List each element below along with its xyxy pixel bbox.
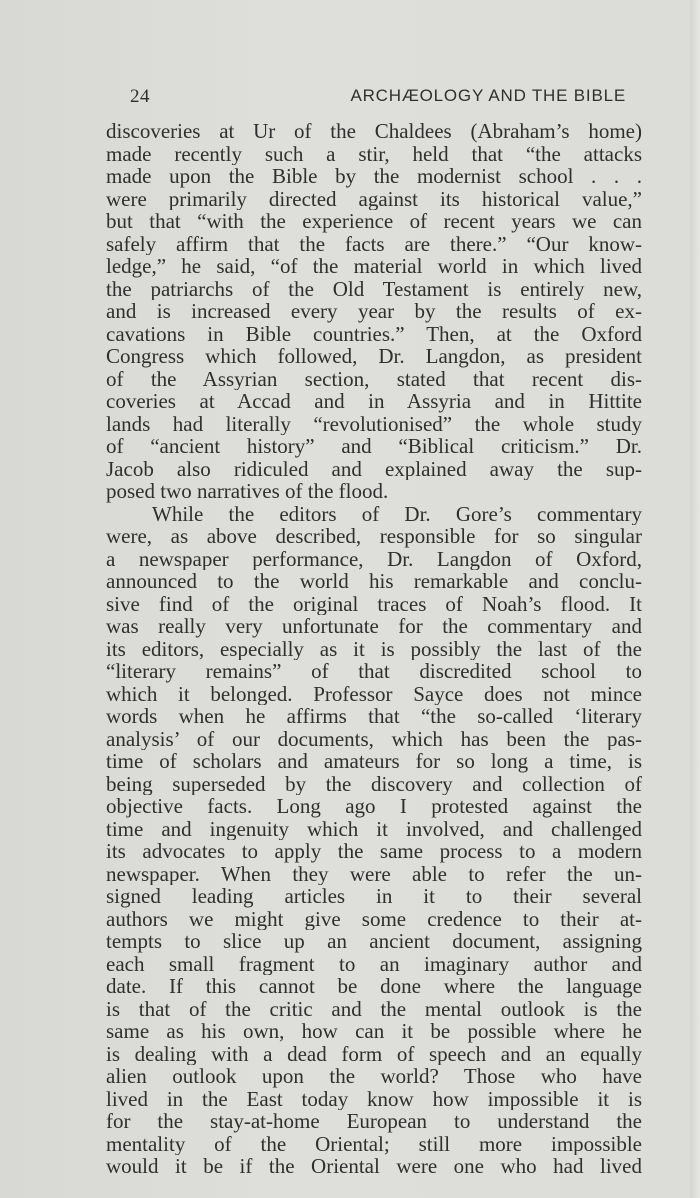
text-line: alien outlook upon the world? Those who have [106,1065,642,1088]
text-line: time and ingenuity which it involved, and challenged [106,817,642,840]
text-line: its editors, especially as it is possibly the last of the [106,637,642,660]
running-title: ARCHÆOLOGY AND THE BIBLE [350,86,626,105]
text-line: announced to the world his remarkable and conclu- [106,570,642,593]
text-line: date. If this cannot be done where the language [106,975,642,998]
text-line: of “ancient history” and “Biblical criticism.” Dr. [106,435,642,458]
text-line: of the Assyrian section, stated that recent dis- [106,367,642,390]
text-line: its advocates to apply the same process to a modern [106,840,642,863]
text-line: objective facts. Long ago I protested against the [106,795,642,818]
text-line: were primarily directed against its historical value,” [106,187,642,210]
text-line: words when he affirms that “the so-called ‘literary [106,705,642,728]
text-line: each small fragment to an imaginary author and [106,952,642,975]
text-line: would it be if the Oriental were one who had lived [106,1155,642,1178]
text-line: cavations in Bible countries.” Then, at the Oxford [106,322,642,345]
text-line: safely affirm that the facts are there.” “Our know- [106,232,642,255]
page-header [130,86,626,112]
text-line: lived in the East today know how impossible it is [106,1087,642,1110]
page-number: 24 [130,86,150,107]
text-line: a newspaper performance, Dr. Langdon of Oxford, [106,547,642,570]
text-line: made recently such a stir, held that “the attacks [106,142,642,165]
text-line: is that of the critic and the mental outlook is the [106,997,642,1020]
text-line: sive find of the original traces of Noah’s flood. It [106,592,642,615]
text-line: lands had literally “revolutionised” the whole study [106,412,642,435]
text-line: analysis’ of our documents, which has been the pas- [106,727,642,750]
text-line: is dealing with a dead form of speech and an equally [106,1042,642,1065]
text-line: “literary remains” of that discredited school to [106,660,642,683]
text-line: coveries at Accad and in Assyria and in Hittite [106,390,642,413]
text-line: Jacob also ridiculed and explained away the sup- [106,457,642,480]
body-text [106,120,642,1178]
text-line: discoveries at Ur of the Chaldees (Abraham’s home) [106,120,642,143]
text-line: mentality of the Oriental; still more impossible [106,1132,642,1155]
text-line: ledge,” he said, “of the material world in which lived [106,255,642,278]
text-line: for the stay-at-home European to understand the [106,1110,642,1133]
text-line: was really very unfortunate for the commentary and [106,615,642,638]
text-line: time of scholars and amateurs for so long a time, is [106,750,642,773]
text-line: the patriarchs of the Old Testament is entirely new, [106,277,642,300]
text-line: were, as above described, responsible for so singular [106,525,642,548]
text-line: signed leading articles in it to their several [106,885,642,908]
text-line: made upon the Bible by the modernist school . . . [106,165,642,188]
paragraph-end-line: posed two narratives of the flood. [106,480,389,503]
text-line: and is increased every year by the results of ex- [106,300,642,323]
paragraph-start-line: While the editors of Dr. Gore’s commentary [152,502,642,525]
text-line: which it belonged. Professor Sayce does not mince [106,682,642,705]
text-line: same as his own, how can it be possible where he [106,1020,642,1043]
page-edge [690,0,700,1198]
text-line: authors we might give some credence to their at- [106,907,642,930]
text-line: Congress which followed, Dr. Langdon, as president [106,345,642,368]
text-line: but that “with the experience of recent years we can [106,210,642,233]
text-line: tempts to slice up an ancient document, assigning [106,930,642,953]
text-line: being superseded by the discovery and collection of [106,772,642,795]
text-line: newspaper. When they were able to refer the un- [106,862,642,885]
